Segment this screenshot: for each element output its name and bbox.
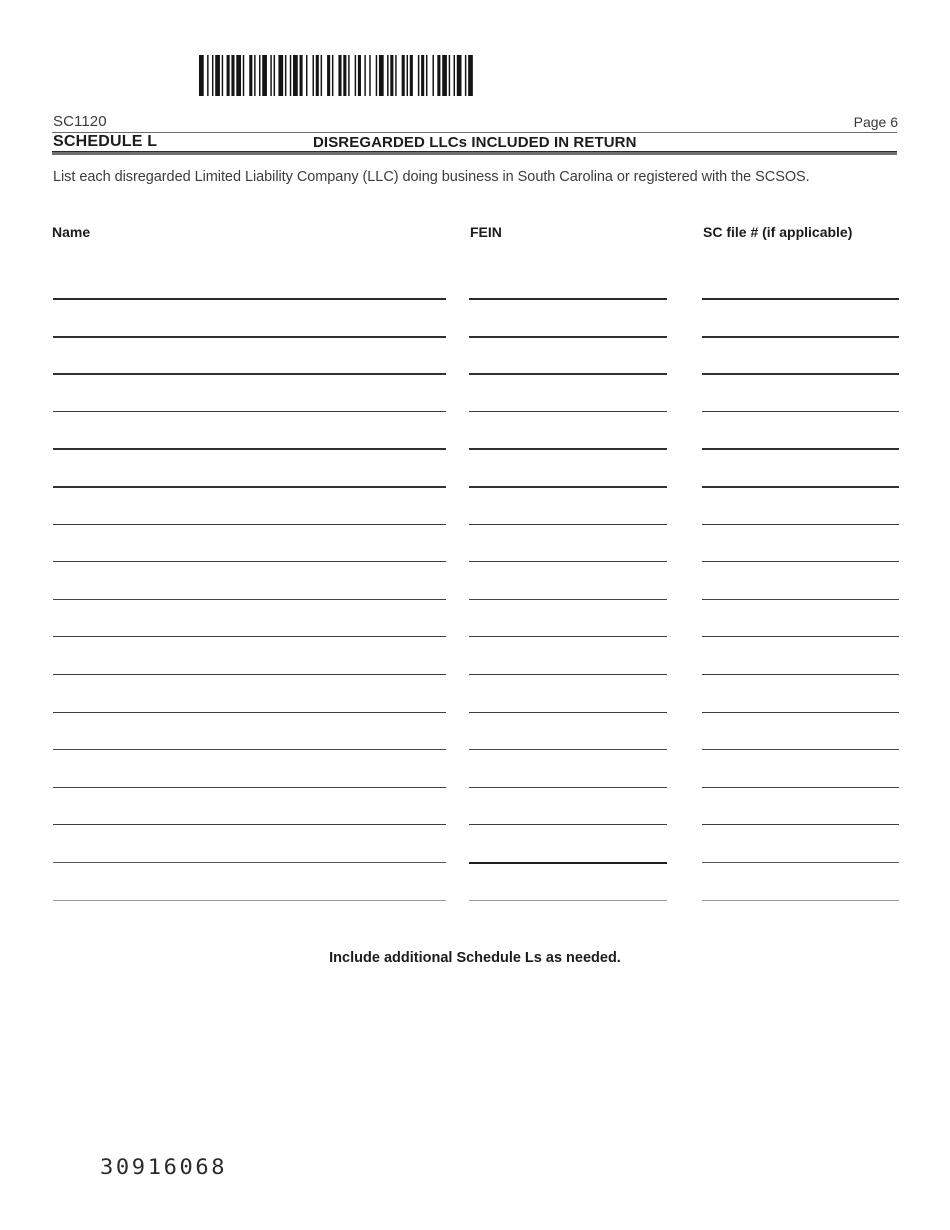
entry-line-name[interactable] [53,787,446,788]
entry-line-fein[interactable] [469,787,667,788]
entry-line-name[interactable] [53,373,446,375]
entry-line-fein[interactable] [469,524,667,525]
footer-note: Include additional Schedule Ls as needed. [329,950,621,966]
instruction-text: List each disregarded Limited Liability Company (LLC) doing business in South Carolina or registered with the SCSOS. [53,169,810,185]
entry-line-name[interactable] [53,599,446,600]
entry-line-fein[interactable] [469,749,667,750]
entry-line-sc_file[interactable] [702,712,899,713]
entry-line-fein[interactable] [469,373,667,375]
entry-line-name[interactable] [53,862,446,863]
column-header-fein: FEIN [470,224,502,240]
entry-line-sc_file[interactable] [702,561,899,562]
entry-line-fein[interactable] [469,411,667,412]
entry-line-sc_file[interactable] [702,636,899,637]
column-header-name: Name [52,224,91,240]
entry-line-sc_file[interactable] [702,862,899,863]
entry-line-fein[interactable] [469,900,667,901]
entry-line-sc_file[interactable] [702,599,899,600]
entry-line-name[interactable] [53,824,446,825]
entry-line-sc_file[interactable] [702,674,899,675]
entry-line-fein[interactable] [469,824,667,825]
entry-line-name[interactable] [53,336,446,338]
entry-line-fein[interactable] [469,712,667,713]
entry-line-fein[interactable] [469,674,667,675]
entry-line-sc_file[interactable] [702,524,899,525]
entry-line-fein[interactable] [469,486,667,488]
entry-line-name[interactable] [53,561,446,562]
entry-line-sc_file[interactable] [702,411,899,412]
entry-line-name[interactable] [53,448,446,450]
entry-line-sc_file[interactable] [702,336,899,338]
page-number: Page 6 [853,114,898,130]
entry-line-sc_file[interactable] [702,448,899,450]
entry-line-fein[interactable] [469,599,667,600]
entry-line-name[interactable] [53,298,446,300]
entry-line-name[interactable] [53,712,446,713]
entry-line-sc_file[interactable] [702,824,899,825]
entry-line-fein[interactable] [469,561,667,562]
schedule-label: SCHEDULE L [53,133,158,150]
barcode-icon [199,55,473,96]
entry-line-sc_file[interactable] [702,749,899,750]
entry-line-sc_file[interactable] [702,298,899,300]
header-rule-top [52,132,897,133]
entry-line-name[interactable] [53,749,446,750]
form-id: SC1120 [53,113,107,130]
control-number: 30916068 [100,1155,228,1179]
entry-line-name[interactable] [53,900,446,901]
schedule-title: DISREGARDED LLCs INCLUDED IN RETURN [313,134,637,151]
entry-line-name[interactable] [53,411,446,412]
entry-line-fein[interactable] [469,298,667,300]
entry-line-sc_file[interactable] [702,900,899,901]
entry-line-sc_file[interactable] [702,373,899,375]
entry-line-name[interactable] [53,524,446,525]
entry-line-fein[interactable] [469,862,667,864]
entry-line-fein[interactable] [469,448,667,450]
header-rule-bottom [52,151,897,155]
entry-line-sc_file[interactable] [702,787,899,788]
column-header-sc-file: SC file # (if applicable) [703,224,853,240]
entry-line-fein[interactable] [469,336,667,338]
entry-line-name[interactable] [53,674,446,675]
entry-line-fein[interactable] [469,636,667,637]
entry-line-name[interactable] [53,486,446,488]
entry-line-sc_file[interactable] [702,486,899,488]
entry-line-name[interactable] [53,636,446,637]
